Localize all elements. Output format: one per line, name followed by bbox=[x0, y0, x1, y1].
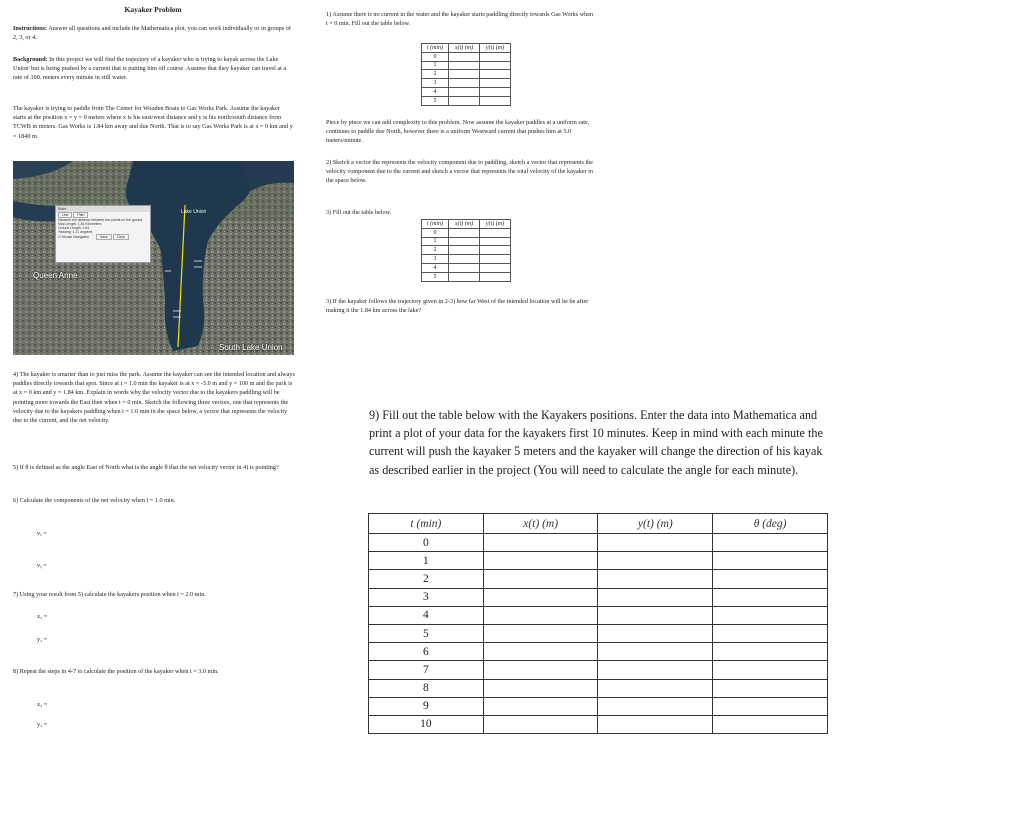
table-cell-t: 1 bbox=[422, 237, 449, 246]
table-cell-empty[interactable] bbox=[449, 237, 480, 246]
table-header: x(t) (m) bbox=[449, 44, 480, 53]
table-header-row bbox=[369, 514, 828, 534]
table-cell-t: 6 bbox=[369, 643, 484, 661]
table-cell-empty[interactable] bbox=[483, 624, 598, 642]
table-cell-t: 0 bbox=[369, 534, 484, 552]
table-row bbox=[422, 87, 511, 96]
table-cell-empty[interactable] bbox=[483, 697, 598, 715]
map-label-south-lake-union: South Lake Union bbox=[219, 343, 283, 352]
table-row bbox=[422, 255, 511, 264]
instructions-text: Answer all questions and include the Mathematica plot, you can work individually or in groups of 2, 3, or 4. bbox=[13, 25, 291, 42]
table-cell-empty[interactable] bbox=[713, 606, 828, 624]
table-row bbox=[422, 52, 511, 61]
table-cell-empty[interactable] bbox=[449, 52, 480, 61]
answer-vx: vₓ = bbox=[37, 530, 47, 537]
table-row bbox=[422, 70, 511, 79]
table-cell-empty[interactable] bbox=[449, 263, 480, 272]
mouse-navigation-checkbox[interactable]: ☑ bbox=[58, 235, 62, 239]
table-q1 bbox=[421, 43, 511, 106]
table-cell-t: 0 bbox=[422, 228, 449, 237]
background-text: In this project we will find the trajectory of a kayaker who is trying to kayak across the Lake Union' but is being pushed by a current that is putting him off course. Assume that they kayaker can travel at a rate of 100. meters every minute in still water. bbox=[13, 56, 287, 82]
table-cell-t: 3 bbox=[369, 588, 484, 606]
table-cell-empty[interactable] bbox=[483, 643, 598, 661]
instructions-label: Instructions: bbox=[13, 25, 48, 32]
table-cell-empty[interactable] bbox=[449, 246, 480, 255]
table-cell-empty[interactable] bbox=[449, 255, 480, 264]
table-row bbox=[422, 237, 511, 246]
table-row bbox=[369, 588, 828, 606]
table-cell-empty[interactable] bbox=[449, 61, 480, 70]
table-cell-t: 10 bbox=[369, 715, 484, 733]
table-cell-empty[interactable] bbox=[713, 661, 828, 679]
ruler-tab-line[interactable]: Line bbox=[58, 212, 72, 218]
table-row bbox=[369, 606, 828, 624]
question-2: 2) Sketch a vector the represents the velocity component due to paddling, sketch a vector that represents the velocity component due to the current and sketch a vector that represents the total velocity of the kayaker in the space below. bbox=[326, 159, 594, 185]
table-cell-empty[interactable] bbox=[483, 606, 598, 624]
table-cell-t: 4 bbox=[369, 606, 484, 624]
table-cell-empty[interactable] bbox=[480, 70, 511, 79]
table-cell-empty[interactable] bbox=[480, 246, 511, 255]
table-cell-empty[interactable] bbox=[713, 715, 828, 733]
table-cell-empty[interactable] bbox=[449, 87, 480, 96]
table-row bbox=[369, 624, 828, 642]
ruler-row-label: Heading: bbox=[58, 230, 72, 234]
table-row bbox=[369, 679, 828, 697]
table-cell-empty[interactable] bbox=[449, 79, 480, 88]
table-cell-empty[interactable] bbox=[598, 643, 713, 661]
instructions-paragraph bbox=[13, 24, 293, 42]
table-header: θ (deg) bbox=[713, 514, 828, 534]
table-cell-empty[interactable] bbox=[713, 570, 828, 588]
table-q9 bbox=[368, 513, 828, 734]
map-label-lake-union: Lake Union bbox=[181, 209, 207, 215]
table-cell-empty[interactable] bbox=[598, 715, 713, 733]
table-cell-t: 3 bbox=[422, 79, 449, 88]
table-cell-empty[interactable] bbox=[598, 661, 713, 679]
table-header: x(t) (m) bbox=[483, 514, 598, 534]
answer-y3: y₃ = bbox=[37, 721, 48, 728]
table-cell-t: 7 bbox=[369, 661, 484, 679]
table-row bbox=[369, 661, 828, 679]
table-cell-empty[interactable] bbox=[713, 534, 828, 552]
question-8: 8) Repeat the steps in 4-7 to calculate the position of the kayaker when t = 3.0 min. bbox=[13, 668, 219, 675]
table-header: t (min) bbox=[422, 44, 449, 53]
table-cell-empty[interactable] bbox=[449, 70, 480, 79]
table-cell-t: 9 bbox=[369, 697, 484, 715]
table-cell-empty[interactable] bbox=[480, 237, 511, 246]
table-cell-empty[interactable] bbox=[480, 52, 511, 61]
table-cell-empty[interactable] bbox=[483, 679, 598, 697]
table-cell-t: 5 bbox=[369, 624, 484, 642]
ruler-row-value: 1.84 bbox=[82, 226, 90, 230]
background-paragraph bbox=[13, 55, 293, 83]
table-cell-t: 1 bbox=[422, 61, 449, 70]
table-cell-empty[interactable] bbox=[598, 552, 713, 570]
table-row bbox=[369, 552, 828, 570]
table-row bbox=[422, 228, 511, 237]
table-header: t (min) bbox=[422, 220, 449, 229]
table-row bbox=[369, 697, 828, 715]
background-label: Background: bbox=[13, 56, 48, 63]
question-7: 7) Using your result from 5) calculate the kayakers position when t = 2.0 min. bbox=[13, 591, 206, 598]
ruler-row-label: Ground Length: bbox=[58, 226, 82, 230]
table-q3 bbox=[421, 219, 511, 282]
ruler-save-button[interactable]: Save bbox=[96, 234, 112, 240]
table-cell-empty[interactable] bbox=[480, 96, 511, 105]
answer-vy: vᵧ = bbox=[37, 562, 47, 569]
table-cell-empty[interactable] bbox=[713, 643, 828, 661]
ruler-description: Measure the distance between two points on the ground bbox=[58, 218, 143, 222]
ruler-clear-button[interactable]: Clear bbox=[113, 234, 129, 240]
question-9: 9) Fill out the table below with the Kayakers positions. Enter the data into Mathematica and print a plot of your data for the kayakers first 10 minutes. Keep in mind with each minute the current will push the kayaker 5 meters and the kayaker will change the direction of his kayak as described earlier in the project (You will need to calculate the angle for each minute). bbox=[369, 408, 823, 477]
table-header: y(t) (m) bbox=[480, 220, 511, 229]
table-cell-empty[interactable] bbox=[483, 588, 598, 606]
table-row bbox=[369, 534, 828, 552]
table-cell-t: 3 bbox=[422, 255, 449, 264]
table-header: t (min) bbox=[369, 514, 484, 534]
table-cell-empty[interactable] bbox=[480, 272, 511, 281]
table-cell-empty[interactable] bbox=[480, 263, 511, 272]
table-header: y(t) (m) bbox=[480, 44, 511, 53]
table-row bbox=[369, 570, 828, 588]
table-header: y(t) (m) bbox=[598, 514, 713, 534]
table-cell-empty[interactable] bbox=[483, 570, 598, 588]
table-row bbox=[422, 263, 511, 272]
table-cell-empty[interactable] bbox=[713, 552, 828, 570]
table-cell-empty[interactable] bbox=[483, 552, 598, 570]
table-row bbox=[422, 96, 511, 105]
map-label-queen-anne: Queen Anne bbox=[33, 271, 78, 280]
table-cell-empty[interactable] bbox=[480, 87, 511, 96]
table-cell-empty[interactable] bbox=[483, 661, 598, 679]
table-cell-empty[interactable] bbox=[483, 534, 598, 552]
ruler-row-value: 1.21 degrees bbox=[72, 230, 93, 234]
table-cell-empty[interactable] bbox=[598, 570, 713, 588]
mouse-navigation-label: Mouse Navigation bbox=[62, 235, 90, 239]
ruler-tab-path[interactable]: Path bbox=[73, 212, 88, 218]
table-cell-t: 4 bbox=[422, 87, 449, 96]
table-cell-empty[interactable] bbox=[598, 624, 713, 642]
table-cell-empty[interactable] bbox=[598, 697, 713, 715]
table-header-row bbox=[422, 220, 511, 229]
ruler-dialog bbox=[55, 205, 151, 263]
table-header: x(t) (m) bbox=[449, 220, 480, 229]
table-row bbox=[369, 715, 828, 733]
table-cell-t: 0 bbox=[422, 52, 449, 61]
table-cell-empty[interactable] bbox=[713, 624, 828, 642]
table-cell-empty[interactable] bbox=[449, 96, 480, 105]
page-title: Kayaker Problem bbox=[124, 5, 182, 14]
table-cell-empty[interactable] bbox=[713, 697, 828, 715]
table-cell-empty[interactable] bbox=[480, 255, 511, 264]
table-cell-empty[interactable] bbox=[480, 61, 511, 70]
table-cell-empty[interactable] bbox=[480, 79, 511, 88]
table-cell-t: 5 bbox=[422, 96, 449, 105]
table-cell-empty[interactable] bbox=[598, 679, 713, 697]
table-cell-t: 4 bbox=[422, 263, 449, 272]
lake-union-satellite-map bbox=[13, 161, 294, 355]
question-5: 5) If θ is defined as the angle East of North what is the angle θ that the net velocity vector in 4) is pointing? bbox=[13, 464, 279, 471]
table-cell-empty[interactable] bbox=[483, 715, 598, 733]
ruler-title: Ruler bbox=[56, 206, 150, 212]
question-6: 6) Calculate the components of the net velocity when t = 1.0 min. bbox=[13, 497, 176, 504]
table-cell-empty[interactable] bbox=[449, 228, 480, 237]
table-cell-empty[interactable] bbox=[713, 588, 828, 606]
question-3b: 3) If the kayaker follows the trajectory given in 2-3) how far West of the intended location will he be after making it the 1.84 km across the lake? bbox=[326, 298, 589, 315]
setup-paragraph: The kayaker is trying to paddle from The Center for Wooden Boats to Gas Works Park. Assume the kayaker starts at the position x = y = 0 meters where x is his east/west distance and y is his north/south distance from TCWB in meters. Gas Works is 1.84 km away and due North. That is to say Gas Works Park is at x = 0 km and y = 1840 m. bbox=[13, 105, 293, 140]
table-cell-empty[interactable] bbox=[598, 534, 713, 552]
table-cell-t: 2 bbox=[422, 70, 449, 79]
question-4: 4) The kayaker is smarter than to just miss the park. Assume the kayaker can see the intended location and always paddles directly towards that spot. Since at t = 1.0 min the kayaker is at x = -5.0 m and y = 100 m and the park is at x = 0 km and y = 1.84 km. Explain in words why the velocity vector due to the kayakers paddling will be pointing more towards the East then when t = 0 min. Sketch the following three vectors, one that represents the velocity due to the kayakers paddling when t = 1.0 min in the space below, a vector that represents the velocity due to the current, and the net velocity. bbox=[13, 371, 295, 425]
table-row bbox=[422, 272, 511, 281]
table-header-row bbox=[422, 44, 511, 53]
answer-x3: x₃ = bbox=[37, 701, 48, 708]
table-cell-t: 1 bbox=[369, 552, 484, 570]
table-cell-empty[interactable] bbox=[449, 272, 480, 281]
question-3a: 3) Fill out the table below. bbox=[326, 209, 392, 216]
table-row bbox=[422, 246, 511, 255]
table-cell-empty[interactable] bbox=[598, 606, 713, 624]
table-row bbox=[369, 643, 828, 661]
table-cell-empty[interactable] bbox=[713, 679, 828, 697]
ruler-row-label: Map Length: bbox=[58, 222, 77, 226]
table-cell-empty[interactable] bbox=[480, 228, 511, 237]
answer-y2: y₂ = bbox=[37, 636, 48, 643]
table-cell-t: 2 bbox=[369, 570, 484, 588]
table-row bbox=[422, 61, 511, 70]
table-cell-empty[interactable] bbox=[598, 588, 713, 606]
table-cell-t: 2 bbox=[422, 246, 449, 255]
piece-by-piece-paragraph: Piece by piece we can add complexity to this problem. Now assume the kayaker paddles at a uniform rate, continues to paddle due North, however there is a uniform Westward current that pushes him at 5.0 meters/minute. bbox=[326, 119, 590, 145]
question-1: 1) Assume there is no current in the water and the kayaker starts paddling directly towards Gas Works when t = 0 min. Fill out the table below. bbox=[326, 11, 594, 28]
table-cell-t: 5 bbox=[422, 272, 449, 281]
answer-x2: x₂ = bbox=[37, 613, 48, 620]
ruler-row-value: 1.84 Kilometers bbox=[77, 222, 102, 226]
table-cell-t: 8 bbox=[369, 679, 484, 697]
table-row bbox=[422, 79, 511, 88]
